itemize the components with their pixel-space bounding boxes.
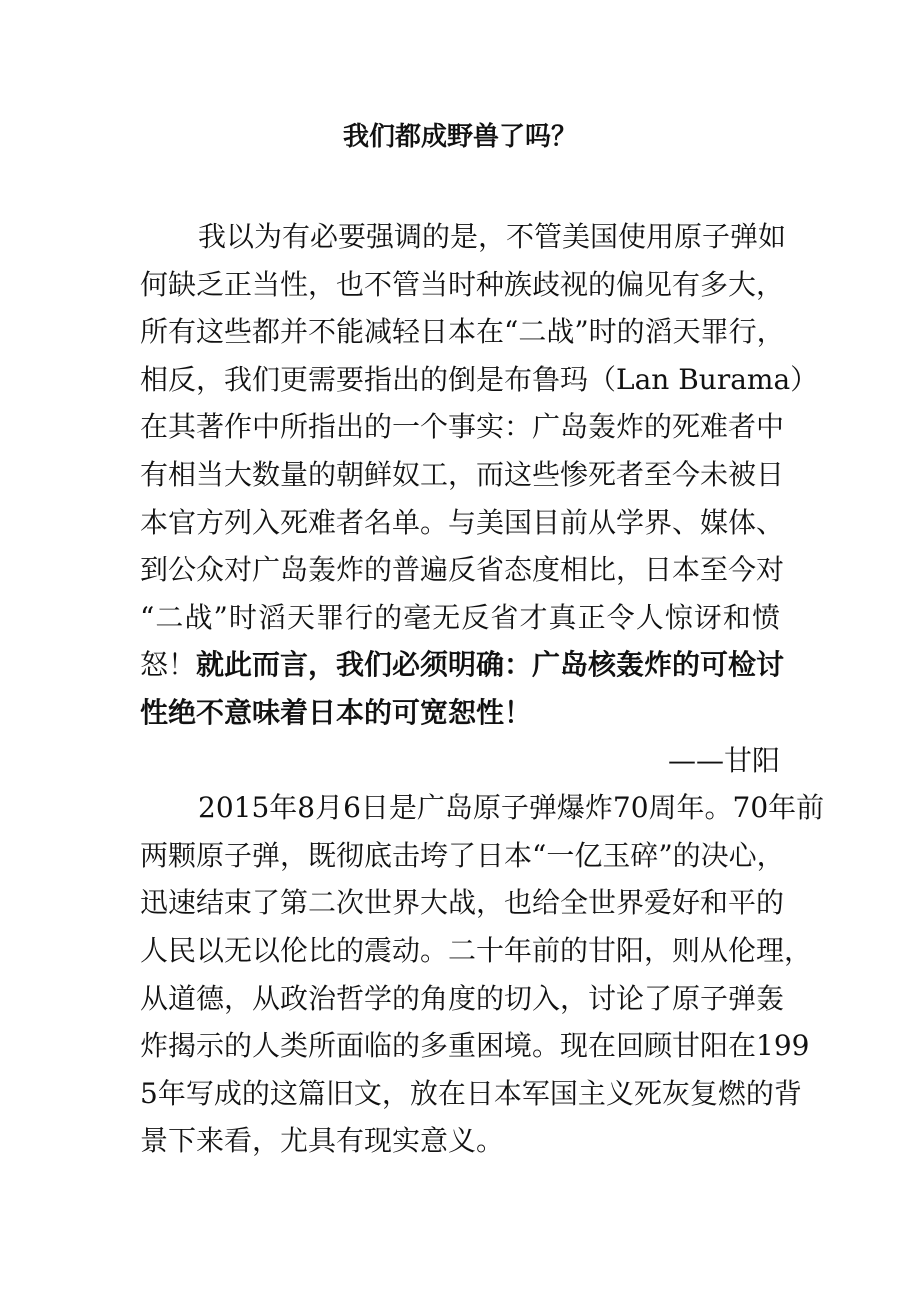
page-title: 我们都成野兽了吗？: [342, 122, 577, 152]
text-line: 迅速结束了第二次世界大战，也给全世界爱好和平的: [140, 886, 785, 920]
emphasis-text: 就此而言，我们必须明确：广岛核轰炸的可检讨: [196, 648, 785, 682]
document-body: [140, 213, 825, 1165]
text-line: 所有这些都并不能减轻日本在“二战”时的滔天罪行，: [140, 315, 785, 349]
text-line: 我以为有必要强调的是，不管美国使用原子弹如: [198, 220, 787, 253]
text-line: 两颗原子弹，既彻底击垮了日本“一亿玉碎”的决心，: [140, 838, 785, 872]
text-line: 2015年8月6日是广岛原子弹爆炸70周年。70年前: [198, 791, 825, 825]
emphasis-text: 性绝不意味着日本的可宽恕性！: [140, 695, 533, 729]
text-line: 从道德，从政治哲学的角度的切入，讨论了原子弹轰: [140, 981, 785, 1015]
text-line: [140, 641, 785, 689]
text-line: 有相当大数量的朝鲜奴工，而这些惨死者至今未被日: [140, 457, 785, 491]
text-line: 何缺乏正当性，也不管当时种族歧视的偏见有多大，: [140, 267, 785, 301]
text-line: 人民以无以伦比的震动。二十年前的甘阳，则从伦理，: [140, 933, 813, 967]
signature: ——甘阳: [667, 743, 780, 777]
text-line: 在其著作中所指出的一个事实：广岛轰炸的死难者中: [140, 410, 785, 444]
plain-text: 怒！: [140, 648, 197, 682]
text-line: 炸揭示的人类所面临的多重困境。现在回顾甘阳在199: [140, 1029, 810, 1063]
text-line: 景下来看，尤具有现实意义。: [140, 1124, 505, 1158]
text-line: 到公众对广岛轰炸的普遍反省态度相比，日本至今对: [140, 553, 785, 587]
text-line: “二战”时滔天罪行的毫无反省才真正令人惊讶和愤: [140, 600, 780, 634]
text-line: 本官方列入死难者名单。与美国目前从学界、媒体、: [140, 505, 785, 539]
text-line: 5年写成的这篇旧文，放在日本军国主义死灰复燃的背: [140, 1076, 802, 1110]
text-line: 相反，我们更需要指出的倒是布鲁玛（Lan Burama）: [140, 362, 819, 396]
text-line: [140, 689, 780, 737]
